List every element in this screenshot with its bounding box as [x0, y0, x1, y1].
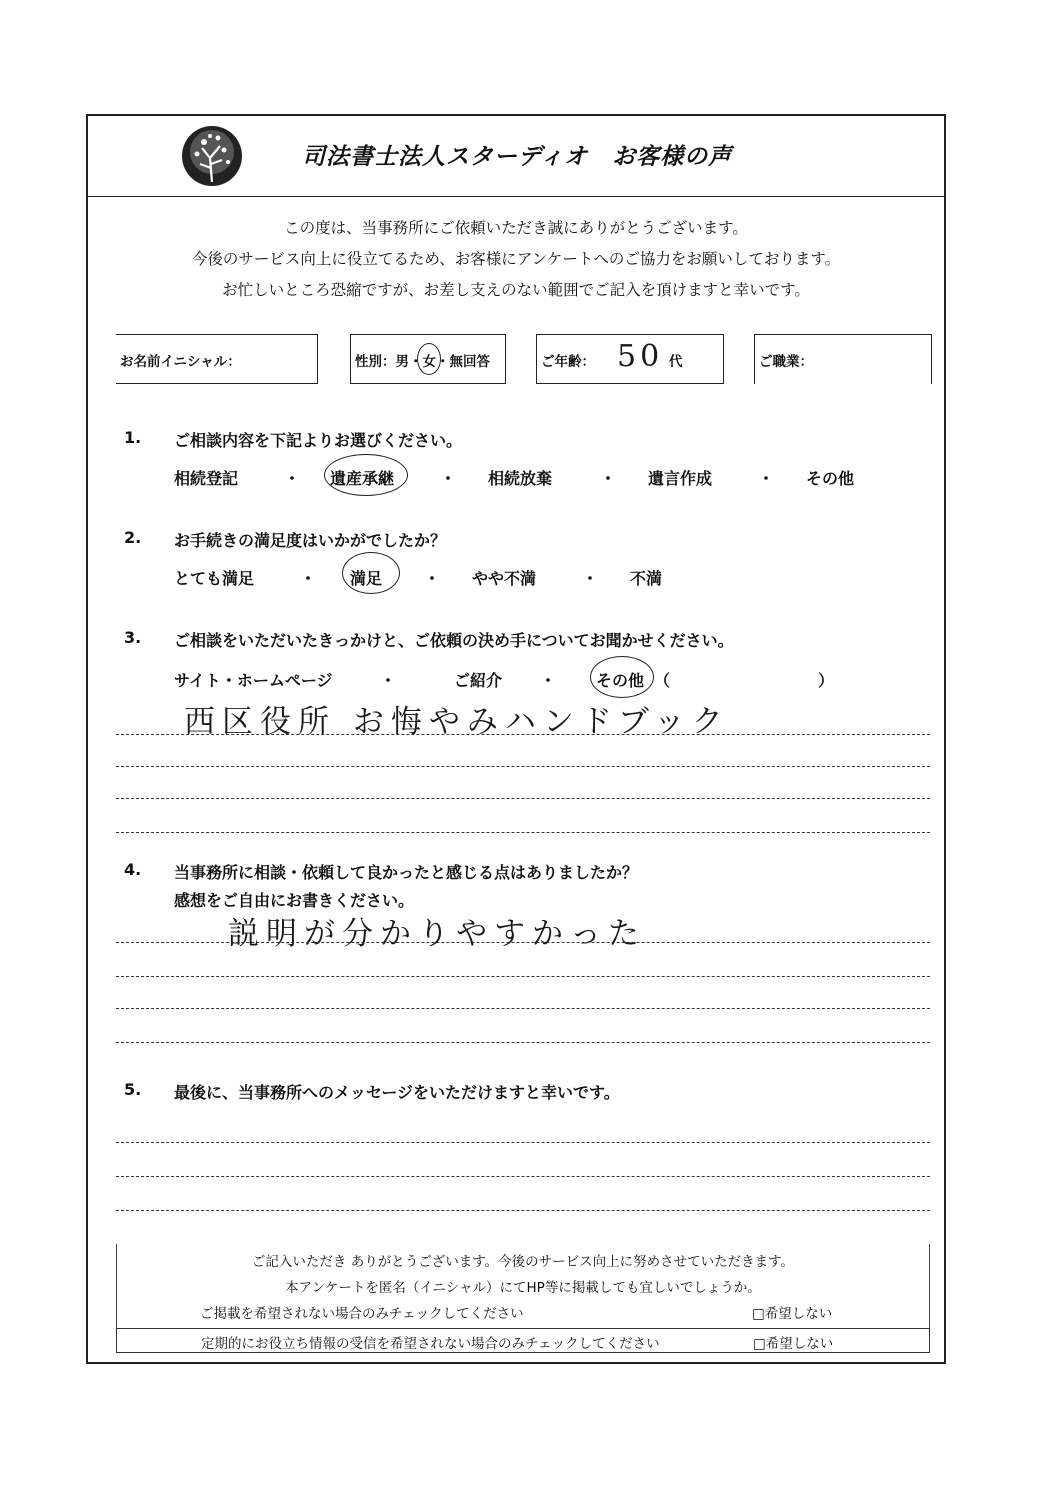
initial-field[interactable] — [116, 334, 318, 384]
q2-option-1[interactable]: とても満足 — [174, 569, 255, 588]
age-field[interactable] — [536, 334, 724, 384]
gender-field[interactable] — [350, 334, 506, 384]
q1-option-2[interactable]: 遺産承継 — [330, 469, 395, 488]
q3-option-3[interactable]: その他 — [596, 671, 645, 690]
q2-separator: ・ — [300, 569, 317, 588]
age-suffix: 代 — [669, 354, 683, 370]
q3-number: 3. — [124, 628, 142, 647]
q4-number: 4. — [124, 860, 142, 879]
header — [88, 116, 944, 197]
q1-separator: ・ — [758, 469, 775, 488]
initial-label: お名前イニシャル： — [120, 354, 241, 370]
q2-separator: ・ — [424, 569, 441, 588]
footer-row2-checkbox[interactable]: □希望しない — [753, 1336, 834, 1352]
q3-handwritten-answer: 西区役所 お悔やみハンドブック — [184, 704, 730, 740]
q4-answer-line[interactable] — [116, 1008, 930, 1009]
page-title: 司法書士法人スターディオ お客様の声 — [302, 144, 733, 170]
q1-selection-circle — [324, 454, 408, 496]
intro-line-3: お忙しいところ恐縮ですが、お差し支えのない範囲でご記入を頂けますと幸いです。 — [222, 281, 810, 299]
q5-answer-line[interactable] — [116, 1176, 930, 1177]
footer-thanks: ご記入いただき ありがとうございます。今後のサービス向上に努めさせていただきます。 — [251, 1254, 795, 1270]
q2-selection-circle — [342, 552, 400, 594]
footer-row1-checkbox[interactable]: □希望しない — [752, 1306, 833, 1322]
footer-consent-question: 本アンケートを匿名（イニシャル）にてHP等に掲載しても宜しいでしょうか。 — [285, 1280, 761, 1296]
footer-bottom-bar — [116, 1328, 930, 1353]
tree-logo-icon — [180, 124, 244, 188]
q1-separator: ・ — [600, 469, 617, 488]
gender-label: 性別：男・女・無回答 — [355, 354, 490, 370]
q1-separator: ・ — [440, 469, 457, 488]
q1-option-4[interactable]: 遺言作成 — [648, 469, 713, 488]
survey-sheet — [86, 114, 946, 1364]
q5-answer-line[interactable] — [116, 1142, 930, 1143]
q3-separator: ・ — [540, 671, 557, 690]
q3-answer-line[interactable] — [116, 798, 930, 799]
q3-paren-close: ） — [818, 671, 835, 690]
q4-answer-line[interactable] — [116, 942, 930, 943]
q2-number: 2. — [124, 528, 142, 547]
q5-text: 最後に、当事務所へのメッセージをいただけますと幸いです。 — [174, 1083, 620, 1102]
q3-separator: ・ — [380, 671, 397, 690]
q1-option-1[interactable]: 相続登記 — [174, 469, 239, 488]
age-value: 50 — [617, 339, 664, 374]
q1-option-3[interactable]: 相続放棄 — [488, 469, 553, 488]
q3-option-2[interactable]: ご紹介 — [454, 671, 503, 690]
q2-option-3[interactable]: やや不満 — [472, 569, 537, 588]
job-label: ご職業： — [759, 354, 813, 370]
q3-answer-line[interactable] — [116, 734, 930, 735]
footer-row2-text: 定期的にお役立ち情報の受信を希望されない場合のみチェックしてください — [201, 1336, 660, 1352]
intro-line-2: 今後のサービス向上に役立てるため、お客様にアンケートへのご協力をお願いしております。 — [191, 250, 841, 268]
age-label: ご年齢： — [541, 354, 595, 370]
q1-separator: ・ — [284, 469, 301, 488]
q2-text: お手続きの満足度はいかがでしたか？ — [174, 531, 447, 550]
q4-answer-line[interactable] — [116, 976, 930, 977]
q3-answer-line[interactable] — [116, 832, 930, 833]
footer — [116, 1244, 930, 1360]
q3-selection-circle — [590, 656, 654, 698]
q3-option-1[interactable]: サイト・ホームページ — [174, 671, 333, 690]
q4-answer-line[interactable] — [116, 1042, 930, 1043]
q4-text: 当事務所に相談・依頼して良かったと感じる点はありましたか？ — [174, 863, 639, 882]
q2-separator: ・ — [582, 569, 599, 588]
q1-text: ご相談内容を下記よりお選びください。 — [174, 431, 463, 450]
job-field[interactable] — [754, 334, 932, 384]
q4-handwritten-answer: 説明が分かりやすかった — [228, 916, 646, 952]
footer-row1-text: ご掲載を希望されない場合のみチェックしてください — [200, 1306, 524, 1322]
q1-number: 1. — [124, 428, 142, 447]
q5-number: 5. — [124, 1080, 142, 1099]
q2-option-4[interactable]: 不満 — [630, 569, 663, 588]
q4-text-2: 感想をご自由にお書きください。 — [174, 891, 415, 910]
q3-answer-line[interactable] — [116, 766, 930, 767]
q2-option-2[interactable]: 満足 — [350, 569, 383, 588]
q3-paren-open: （ — [654, 671, 671, 690]
q3-text: ご相談をいただいたきっかけと、ご依頼の決め手についてお聞かせください。 — [174, 631, 734, 650]
gender-selection-circle — [417, 343, 441, 375]
intro-line-1: この度は、当事務所にご依頼いただき誠にありがとうございます。 — [284, 219, 748, 237]
q1-option-5[interactable]: その他 — [806, 469, 855, 488]
q5-answer-line[interactable] — [116, 1210, 930, 1211]
